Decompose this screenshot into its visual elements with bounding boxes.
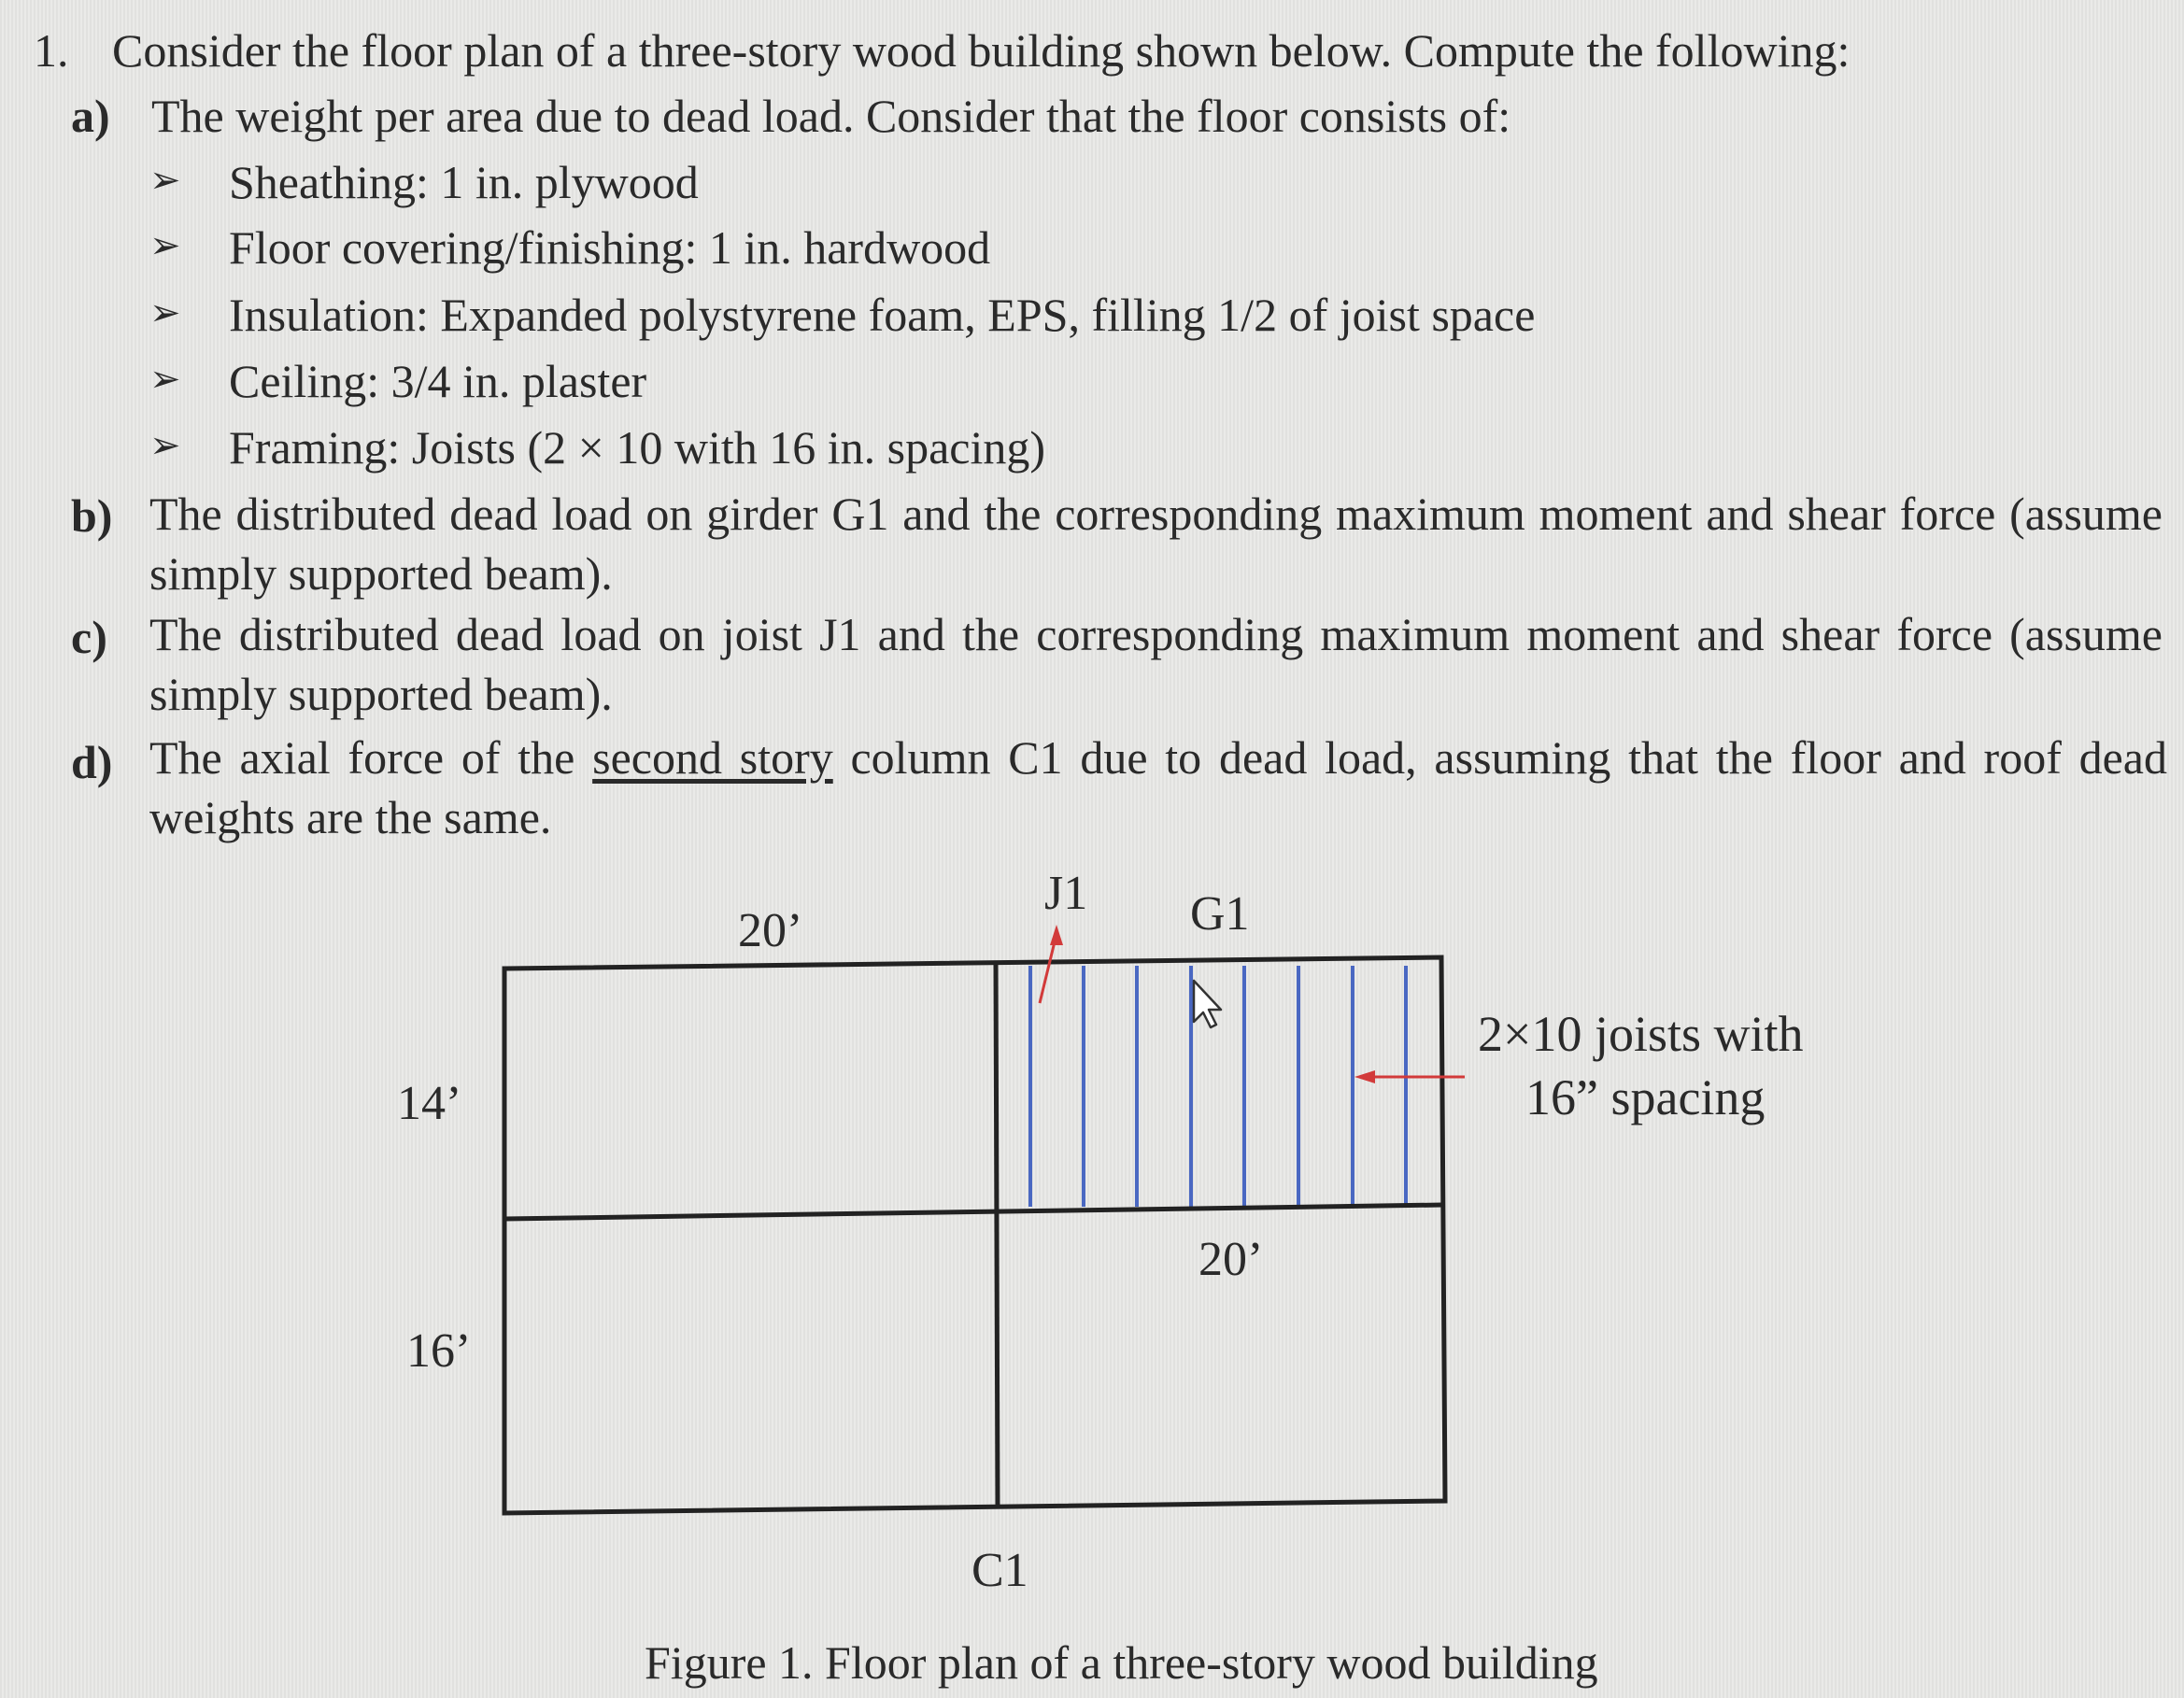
dim-left-bottom: 16’ xyxy=(406,1324,472,1378)
part-d-label: d) xyxy=(71,736,113,788)
arrow-bullet-icon: ➢ xyxy=(149,159,181,202)
problem-number: 1. xyxy=(34,24,69,77)
part-a-label: a) xyxy=(71,90,110,142)
arrow-bullet-icon: ➢ xyxy=(149,224,181,267)
figure-caption: Figure 1. Floor plan of a three-story wood building xyxy=(645,1636,1598,1689)
label-g1: G1 xyxy=(1190,887,1250,941)
problem-intro: Consider the floor plan of a three-story wood building shown below. Compute the following: xyxy=(112,24,1851,77)
part-a-text: The weight per area due to dead load. Consider that the floor consists of: xyxy=(151,90,1511,142)
dim-mid: 20’ xyxy=(1198,1233,1264,1286)
joist-note-line2: 16” spacing xyxy=(1525,1069,1766,1125)
list-item-text: Sheathing: 1 in. plywood xyxy=(229,156,699,208)
list-item-text: Floor covering/finishing: 1 in. hardwood xyxy=(229,221,991,274)
mouse-cursor-icon xyxy=(1194,981,1221,1027)
grid-line-horizontal xyxy=(504,1205,1443,1219)
joists xyxy=(1030,966,1406,1207)
plan-outline xyxy=(504,957,1445,1513)
grid-line-vertical xyxy=(996,965,998,1507)
label-c1: C1 xyxy=(971,1544,1028,1597)
j1-pointer-arrowhead xyxy=(1050,925,1063,945)
part-d-text: The axial force of the second story column C1 due to dead load, assuming that the floor and roof dead weights are the same. xyxy=(149,731,2168,843)
dim-left-top: 14’ xyxy=(397,1077,462,1130)
arrow-bullet-icon: ➢ xyxy=(149,358,181,401)
list-item-text: Insulation: Expanded polystyrene foam, EPS, filling 1/2 of joist space xyxy=(229,289,1536,341)
arrow-bullet-icon: ➢ xyxy=(149,424,181,467)
arrow-bullet-icon: ➢ xyxy=(149,291,181,334)
label-j1: J1 xyxy=(1044,867,1088,920)
list-item-text: Framing: Joists (2 × 10 with 16 in. spacing) xyxy=(229,421,1045,474)
underlined-emphasis: second story xyxy=(592,731,833,784)
dim-top: 20’ xyxy=(738,904,803,957)
joist-note-line1: 2×10 joists with xyxy=(1478,1006,1804,1062)
part-c-text: The distributed dead load on joist J1 and the corresponding maximum moment and shear force (assume simply supported beam). xyxy=(149,608,2163,720)
part-b-text: The distributed dead load on girder G1 and the corresponding maximum moment and shear force (assume simply supported beam). xyxy=(149,488,2163,600)
list-item-text: Ceiling: 3/4 in. plaster xyxy=(229,355,647,407)
part-c-label: c) xyxy=(71,611,107,663)
note-pointer-arrowhead xyxy=(1354,1070,1375,1083)
part-b-label: b) xyxy=(71,489,113,542)
